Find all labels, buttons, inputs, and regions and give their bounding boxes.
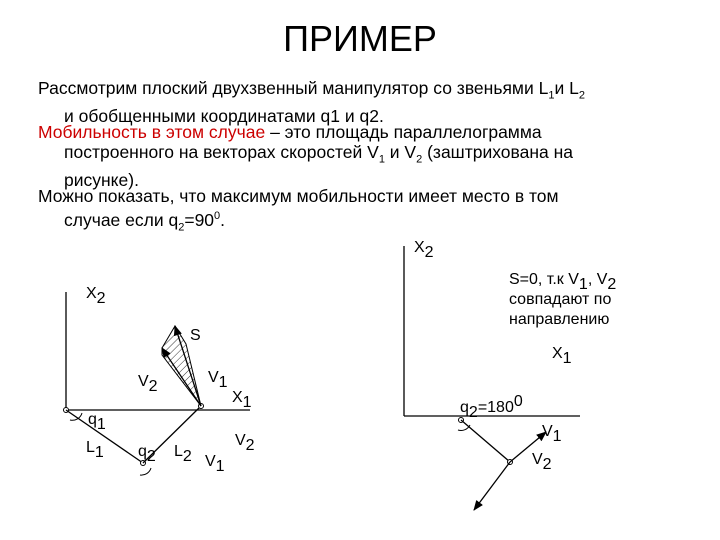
left-l2-label: L2 bbox=[174, 443, 192, 465]
right-v2-label: V2 bbox=[532, 451, 552, 473]
left-q2-arc bbox=[140, 468, 151, 475]
paragraph-1-line-2: и обобщенными координатами q1 и q2. bbox=[64, 105, 384, 126]
red-highlight: Мобильность в этом случае bbox=[38, 122, 266, 142]
right-v2-vector bbox=[474, 462, 510, 510]
paragraph-2-line-3: рисунке). bbox=[64, 169, 139, 190]
left-diagram bbox=[64, 285, 255, 475]
paragraph-1-line-1: Рассмотрим плоский двухзвенный манипулятор со звеньями $L_1и$ $L_2$ bbox=[38, 78, 585, 102]
right-q2-label: q2=1800 bbox=[460, 393, 523, 421]
paragraph-3-line-2: случае если $q_2=90^0$. bbox=[64, 209, 226, 234]
left-x1-label: X1 bbox=[232, 389, 252, 411]
right-x1-label: X1 bbox=[552, 345, 572, 367]
right-v1-label: V1 bbox=[542, 423, 562, 445]
left-x2-label: X2 bbox=[86, 285, 106, 307]
right-x2-label: X2 bbox=[414, 239, 434, 261]
left-v1b-label: V1 bbox=[205, 453, 225, 475]
left-q2-label: q2 bbox=[138, 443, 156, 465]
zero-mobility-note-line-2: совпадают по bbox=[509, 291, 612, 308]
zero-mobility-note-line-3: направлению bbox=[509, 311, 610, 328]
paragraph-2-line-2: построенного на векторах скоростей $V_1$ и $V_2$ (заштрихована на bbox=[64, 142, 574, 166]
right-link-1 bbox=[461, 420, 510, 462]
paragraph-3-line-1: Можно показать, что максимум мобильности имеет место в том bbox=[38, 186, 559, 206]
left-v2-label: V2 bbox=[138, 373, 158, 395]
left-v2b-label: V2 bbox=[235, 432, 255, 454]
paragraph-2-line-1: Мобильность в этом случае – это площадь параллелограмма bbox=[38, 122, 542, 142]
left-v1-label: V1 bbox=[208, 369, 228, 391]
s-label: S bbox=[190, 327, 201, 344]
zero-mobility-note-line-1: S=0, т.к V1, V2 bbox=[509, 271, 617, 293]
right-diagram bbox=[404, 239, 616, 510]
left-q1-label: q1 bbox=[88, 411, 106, 433]
slide-title: ПРИМЕР bbox=[283, 18, 437, 59]
left-l1-label: L1 bbox=[86, 439, 104, 461]
